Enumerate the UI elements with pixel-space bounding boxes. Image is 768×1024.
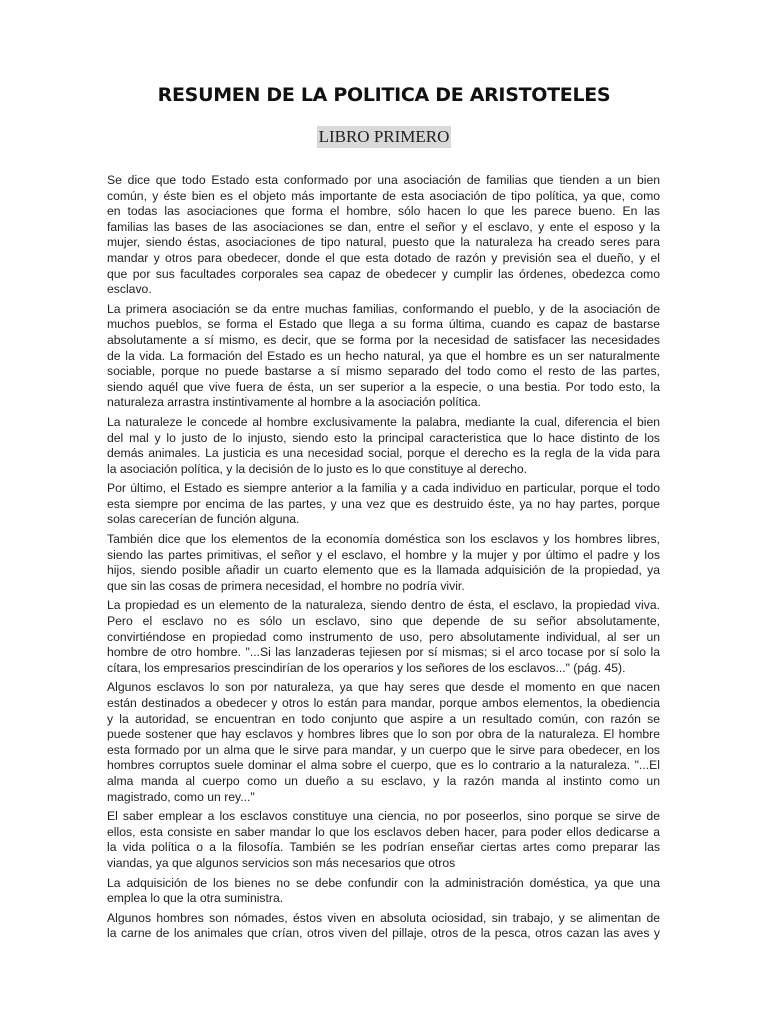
paragraph <box>107 598 660 676</box>
paragraph-line: están destinados a obedecer y otros lo están para mandar, porque ambos elementos, la obediencia <box>107 696 660 710</box>
paragraph-line: La naturaleze le concede al hombre exclusivamente la palabra, mediante la cual, diferencia el bien <box>107 414 660 429</box>
paragraph-line: ellos, esta consiste en saber mandar lo que los esclavos deben hacer, para poder ellos dedicarse a <box>107 824 660 839</box>
paragraph <box>107 809 660 871</box>
paragraph-line: mandar y otros para obedecer, donde el que esta dotado de razón y previsión sea el dueño, y el <box>107 250 660 265</box>
paragraph-line: solas carecerían de función alguna. <box>107 512 300 527</box>
paragraph-line: puede sostener que hay esclavos y hombres libres que lo son por obra de la naturaleza. El hombre <box>107 727 660 742</box>
document-subtitle: LIBRO PRIMERO <box>318 127 450 146</box>
paragraph-line: La adquisición de los bienes no se debe confundir con la administración doméstica, ya que una <box>107 875 660 890</box>
paragraph <box>107 415 660 477</box>
paragraph-line: Pero el esclavo no es sólo un esclavo, sino que depende de su señor absolutamente, <box>107 614 660 629</box>
paragraph-line: esclavo. <box>107 282 152 297</box>
paragraph-line: la asociación política, y la decisión de lo justo es lo que constituye al derecho. <box>107 461 528 476</box>
paragraph <box>107 173 660 298</box>
paragraph-line: magistrado, como un rey..." <box>107 789 255 804</box>
paragraph-line: la vida política o a la filosofía. También se les podrían enseñar ciertas artes como preparar las <box>107 840 660 855</box>
paragraph-line: Algunos esclavos lo son por naturaleza, ya que hay seres que desde el momento en que nacen <box>107 680 660 695</box>
paragraph-line: cítara, los empresarios prescindirían de los operarios y los señores de los esclavos..." (pág. 45). <box>107 660 626 675</box>
paragraph-line: mujer, siendo éstas, asociaciones de tipo natural, puesto que la naturaleza ha creado seres para <box>107 235 660 250</box>
paragraph <box>107 532 660 594</box>
paragraph-line: en todas las asociaciones que forma el hombre, sólo hacen lo que les parece bueno. En las <box>107 204 660 219</box>
paragraph-line: naturaleza arrastra instintivamente al hombre a la asociación política. <box>107 395 481 410</box>
paragraph-line: esta siempre por encima de las partes, y una vez que es destruido éste, ya no hay partes, porque <box>107 496 660 511</box>
paragraph-line: siendo aquél que vive fuera de ésta, un ser superior a la especie, o una bestia. Por todo esto, la <box>107 379 660 394</box>
paragraph-line: de la vida. La formación del Estado es un hecho natural, ya que el hombre es un ser naturalmente <box>107 348 660 363</box>
paragraph-line: emplea lo que la otra suministra. <box>107 891 284 906</box>
paragraph-line: absolutamente a sí mismo, es decir, que se forma por la necesidad de satisfacer las necesidades <box>107 332 660 347</box>
paragraph-line: Algunos hombres son nómades, éstos viven en absoluta ociosidad, sin trabajo, y se alimentan de <box>107 910 660 925</box>
paragraph-line: que sin las cosas de primera necesidad, el hombre no podría vivir. <box>107 578 465 593</box>
paragraph-line: muchos pueblos, se forma el Estado que llega a su forma última, cuando es capaz de bastarse <box>107 317 660 332</box>
paragraph-line: viandas, ya que algunos servicios son más necesarios que otros <box>107 855 456 870</box>
paragraph-line: del mal y lo justo de lo injusto, siendo esto la principal caracteristica que lo hace distinto de los <box>107 430 660 445</box>
paragraph-line: sociable, porque no puede bastarse a sí mismo separado del todo como el resto de las partes, <box>107 364 660 379</box>
paragraph <box>107 302 660 411</box>
paragraph <box>107 876 660 907</box>
paragraph <box>107 481 660 528</box>
paragraph-line: La propiedad es un elemento de la naturaleza, siendo dentro de ésta, el esclavo, la propiedad viva. <box>107 598 660 613</box>
paragraph-line: siendo las partes primitivas, el señor y el esclavo, el hombre y la mujer y por último el padre y los <box>107 547 660 562</box>
paragraph-line: alma manda al cuerpo como un dueño a su esclavo, y la razón manda al instinto como un <box>107 773 660 788</box>
paragraph-line: convirtiéndose en propiedad como instrumento de uso, pero absolutamente individual, al ser un <box>107 629 660 644</box>
paragraph-line: Se dice que todo Estado esta conformado por una asociación de familias que tienden a un bien <box>107 173 660 187</box>
document-body <box>107 173 660 946</box>
paragraph-line: la carne de los animales que crían, otros viven del pillaje, otros de la pesca, otros cazan las aves y <box>107 926 660 941</box>
paragraph-line: La primera asociación se da entre muchas familias, conformando el pueblo, y de la asociación de <box>107 301 660 316</box>
paragraph-line: hijos, siendo posible añadir un cuarto elemento que es la llamada adquisición de la propiedad, ya <box>107 563 660 578</box>
paragraph-line: familias las bases de las asociaciones se dan, entre el señor y el esclavo, y ente el esposo y la <box>107 219 660 234</box>
paragraph-line: También dice que los elementos de la economía doméstica son los esclavos y los hombres libres, <box>107 532 660 547</box>
paragraph-line: esta formado por un alma que le sirve para mandar, y un cuerpo que le sirve para obedecer, en los <box>107 742 660 757</box>
subtitle-container <box>0 126 768 148</box>
paragraph-line: hombres corruptos suele dominar el alma sobre el cuerpo, que es lo contrario a la naturaleza. "...El <box>107 758 660 773</box>
paragraph-line: El saber emplear a los esclavos constituye una ciencia, no por poseerlos, sino porque se sirve de <box>107 809 660 824</box>
document-title: RESUMEN DE LA POLITICA DE ARISTOTELES <box>157 84 611 106</box>
paragraph-line: hombre de otro hombre. "...Si las lanzaderas tejiesen por sí mismas; si el arco tocase por sí solo la <box>107 645 660 660</box>
paragraph-line: que por sus facultades corporales sea capaz de obedecer y cumplir las órdenes, obedezca como <box>107 266 660 281</box>
paragraph <box>107 911 660 942</box>
paragraph-line: demás animales. La justicia es una necesidad social, porque el derecho es la regla de la vida para <box>107 446 660 461</box>
paragraph <box>107 680 660 805</box>
paragraph-line: Por último, el Estado es siempre anterior a la familia y a cada individuo en particular, porque el todo <box>107 481 660 496</box>
paragraph-line: común, y éste bien es el objeto más importante de esta asociación de tipo política, ya que, como <box>107 188 660 203</box>
paragraph-line: y la autoridad, se encuentran en todo conjunto que aspire a un resultado común, con razón se <box>107 711 660 726</box>
